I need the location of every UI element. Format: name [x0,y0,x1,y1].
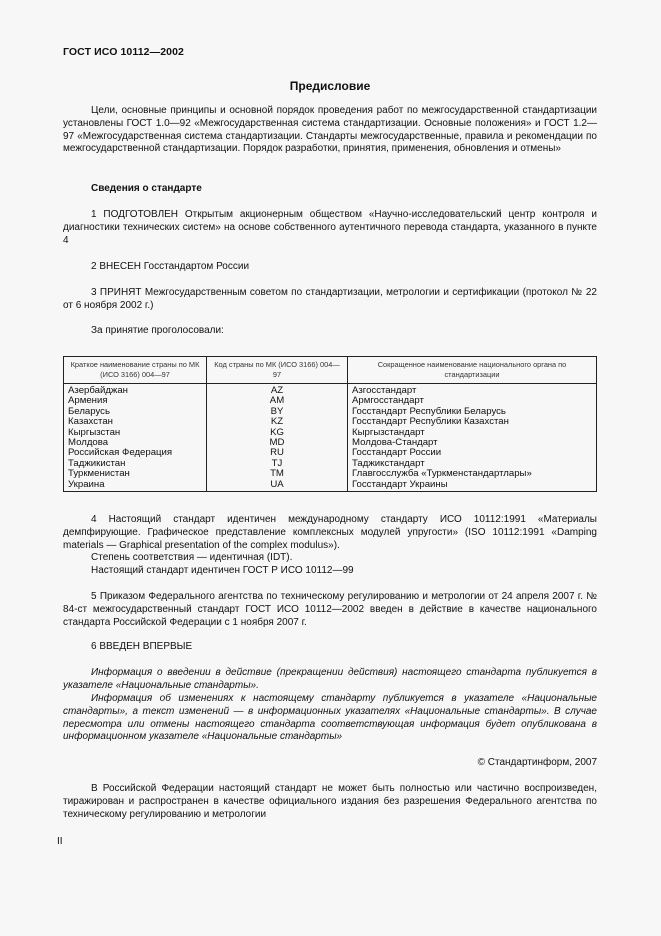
country-cell: Таджикистан [64,459,207,469]
table-row [64,396,597,406]
item-5-order: 5 Приказом Федерального агентства по техническому регулированию и метрологии от 24 апреля 2007 г. № 84-ст межгосударственный стандарт ГОСТ ИСО 10112—2002 введен в действие в качестве национального стандарта Российской Федерации с 1 ноября 2007 г. [63,591,597,628]
code-cell: RU [207,448,348,458]
table-header-row [64,357,597,384]
country-cell: Казахстан [64,417,207,427]
table-row [64,407,597,417]
org-cell: Кыргызстандарт [348,428,597,438]
org-cell: Азгосстандарт [348,384,597,397]
item-2-submitted: 2 ВНЕСЕН Госстандартом России [91,261,250,272]
conformity-degree: Степень соответствия — идентичная (IDT). [91,552,293,563]
org-cell: Госстандарт России [348,448,597,458]
code-cell: UA [207,480,348,492]
table-row [64,417,597,427]
info-paragraph-1: Информация о введении в действие (прекращении действия) настоящего стандарта публикуется в указателе «Национальные стандарты». [63,667,597,691]
table-row [64,428,597,438]
identical-gost: Настоящий стандарт идентичен ГОСТ Р ИСО 10112—99 [91,565,354,576]
country-cell: Туркменистан [64,469,207,479]
code-cell: BY [207,407,348,417]
org-cell: Госстандарт Республики Беларусь [348,407,597,417]
country-cell: Украина [64,480,207,492]
page-title: Предисловие [289,79,371,93]
country-cell: Молдова [64,438,207,448]
item-4-identical: 4 Настоящий стандарт идентичен международному стандарту ИСО 10112:1991 «Материалы демпфирующие. Графическое представление комплексных модулей упругости» (ISO 10112:1991 «Damping materials — Graphical presentation of the complex modulus»). [63,514,597,551]
header-org: Сокращенное наименование национального органа по стандартизации [348,357,597,384]
header-code: Код страны по МК (ИСО 3166) 004—97 [207,357,348,384]
voted-label: За принятие проголосовали: [91,325,224,336]
voting-countries-table [63,356,597,492]
item-1-prepared: 1 ПОДГОТОВЛЕН Открытым акционерным обществом «Научно-исследовательский центр контроля и диагностики технических систем» на основе собственного аутентичного перевода стандарта, указанного в пункте 4 [63,209,597,246]
code-cell: TM [207,469,348,479]
header-country: Краткое наименование страны по МК (ИСО 3166) 004—97 [64,357,207,384]
table-row [64,448,597,458]
page-number: II [57,836,63,847]
org-cell: Госстандарт Республики Казахстан [348,417,597,427]
code-cell: KZ [207,417,348,427]
org-cell: Молдова-Стандарт [348,438,597,448]
code-cell: MD [207,438,348,448]
table-row [64,480,597,492]
item-3-adopted: 3 ПРИНЯТ Межгосударственным советом по стандартизации, метрологии и сертификации (протокол № 22 от 6 ноября 2002 г.) [63,287,597,311]
country-cell: Азербайджан [64,384,207,397]
org-cell: Госстандарт Украины [348,480,597,492]
country-cell: Беларусь [64,407,207,417]
country-cell: Армения [64,396,207,406]
copyright-line: © Стандартинформ, 2007 [477,757,597,768]
code-cell: KG [207,428,348,438]
org-cell: Таджикстандарт [348,459,597,469]
info-paragraph-2: Информация об изменениях к настоящему стандарту публикуется в указателе «Национальные стандарты», а текст изменений — в информационных указателях «Национальные стандарты». В случае пересмотра или отмены настоящего стандарта соответствующая информация будет опубликована в информационном указателе «Национальные стандарты» [63,693,597,743]
country-cell: Кыргызстан [64,428,207,438]
document-id: ГОСТ ИСО 10112—2002 [63,46,184,58]
intro-paragraph: Цели, основные принципы и основной порядок проведения работ по межгосударственной стандартизации установлены ГОСТ 1.0—92 «Межгосударственная система стандартизации. Основные положения» и ГОСТ 1.2—97 «Межгосударственная система стандартизации. Стандарты межгосударственные, правила и рекомендации по межгосударственной стандартизации. Порядок разработки, принятия, применения, обновления и отмены» [63,105,597,155]
country-cell: Российская Федерация [64,448,207,458]
org-cell: Главгосслужба «Туркменстандартлары» [348,469,597,479]
item-6-first-introduced: 6 ВВЕДЕН ВПЕРВЫЕ [91,641,193,652]
code-cell: AZ [207,384,348,397]
reproduction-notice: В Российской Федерации настоящий стандарт не может быть полностью или частично воспроизведен, тиражирован и распространен в качестве официального издания без разрешения Федерального агентства по техническому регулированию и метрологии [63,783,597,820]
table-row [64,469,597,479]
table-row [64,384,597,397]
section-heading: Сведения о стандарте [91,183,202,194]
org-cell: Армгосстандарт [348,396,597,406]
code-cell: AM [207,396,348,406]
code-cell: TJ [207,459,348,469]
